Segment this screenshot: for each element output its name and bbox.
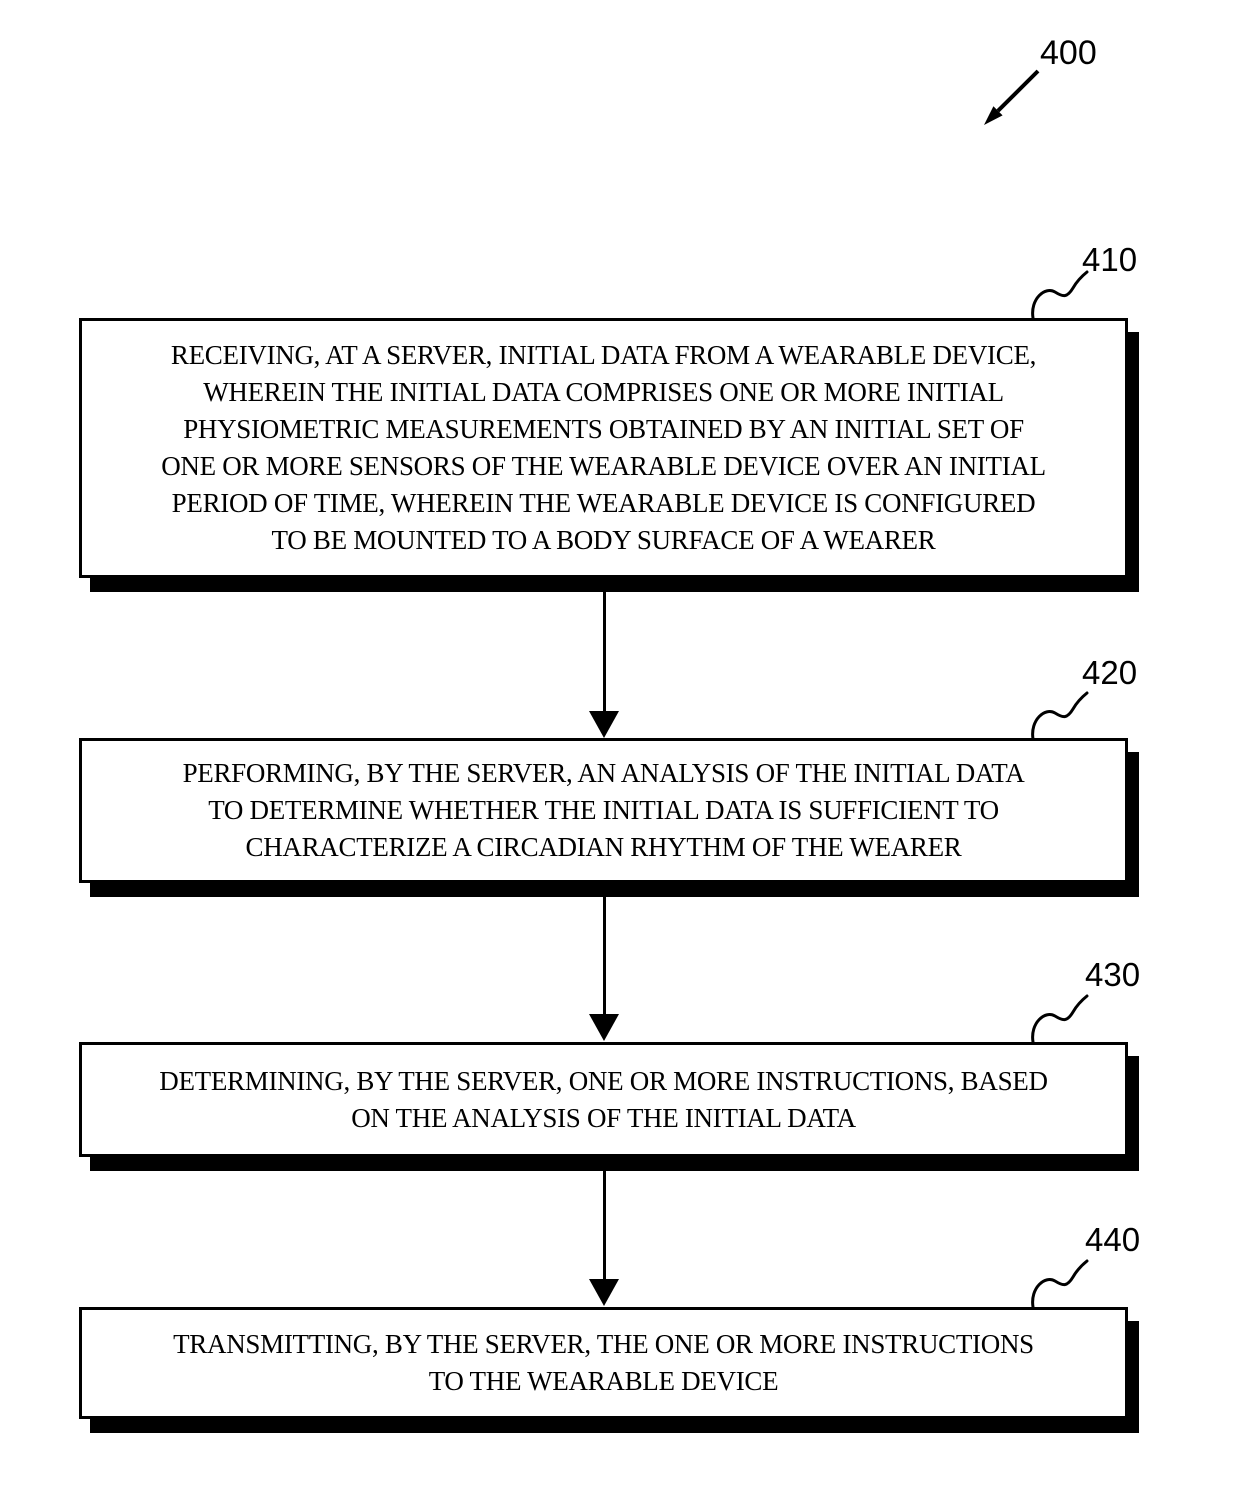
- flow-arrow-down-3: [588, 1160, 620, 1306]
- step-text-line: CHARACTERIZE A CIRCADIAN RHYTHM OF THE WEARER: [245, 832, 962, 862]
- lead-line-squiggle-420: [1030, 690, 1092, 740]
- step-text-line: RECEIVING, AT A SERVER, INITIAL DATA FROM A WEARABLE DEVICE,: [170, 340, 1037, 370]
- step-text-line: TRANSMITTING, BY THE SERVER, THE ONE OR MORE INSTRUCTIONS: [173, 1329, 1034, 1359]
- step-text-line: PERFORMING, BY THE SERVER, AN ANALYSIS OF THE INITIAL DATA: [182, 758, 1025, 788]
- step-ref-440: 440: [1085, 1221, 1141, 1258]
- step-ref-410: 410: [1082, 241, 1138, 278]
- step-text-line: TO THE WEARABLE DEVICE: [428, 1366, 779, 1396]
- flow-arrow-down-1: [588, 581, 620, 738]
- lead-line-squiggle-430: [1030, 993, 1092, 1043]
- step-text-line: DETERMINING, BY THE SERVER, ONE OR MORE INSTRUCTIONS, BASED: [159, 1065, 1048, 1096]
- step-ref-430: 430: [1085, 956, 1141, 993]
- figure-ref-400: 400: [1040, 34, 1097, 72]
- step-text-line: TO DETERMINE WHETHER THE INITIAL DATA IS SUFFICIENT TO: [208, 795, 999, 825]
- step-text-line: PHYSIOMETRIC MEASUREMENTS OBTAINED BY AN INITIAL SET OF: [183, 414, 1024, 444]
- step-text-line: WHEREIN THE INITIAL DATA COMPRISES ONE OR MORE INITIAL: [203, 377, 1004, 407]
- figure-ref-arrow-icon: [975, 63, 1045, 133]
- step-text-line: PERIOD OF TIME, WHEREIN THE WEARABLE DEVICE IS CONFIGURED: [171, 488, 1036, 518]
- step-text-line: ON THE ANALYSIS OF THE INITIAL DATA: [351, 1102, 856, 1133]
- step-ref-420: 420: [1082, 654, 1138, 691]
- lead-line-squiggle-440: [1030, 1258, 1092, 1308]
- step-text-line: ONE OR MORE SENSORS OF THE WEARABLE DEVICE OVER AN INITIAL: [161, 451, 1046, 481]
- flow-step-box-transmitting: [79, 1307, 1128, 1419]
- lead-line-squiggle-410: [1030, 269, 1092, 319]
- step-text-line: TO BE MOUNTED TO A BODY SURFACE OF A WEARER: [271, 525, 936, 555]
- flow-arrow-down-2: [588, 886, 620, 1041]
- flow-step-box-determining: [79, 1042, 1128, 1157]
- flow-step-box-receiving: [79, 318, 1128, 578]
- flow-step-box-performing: [79, 738, 1128, 883]
